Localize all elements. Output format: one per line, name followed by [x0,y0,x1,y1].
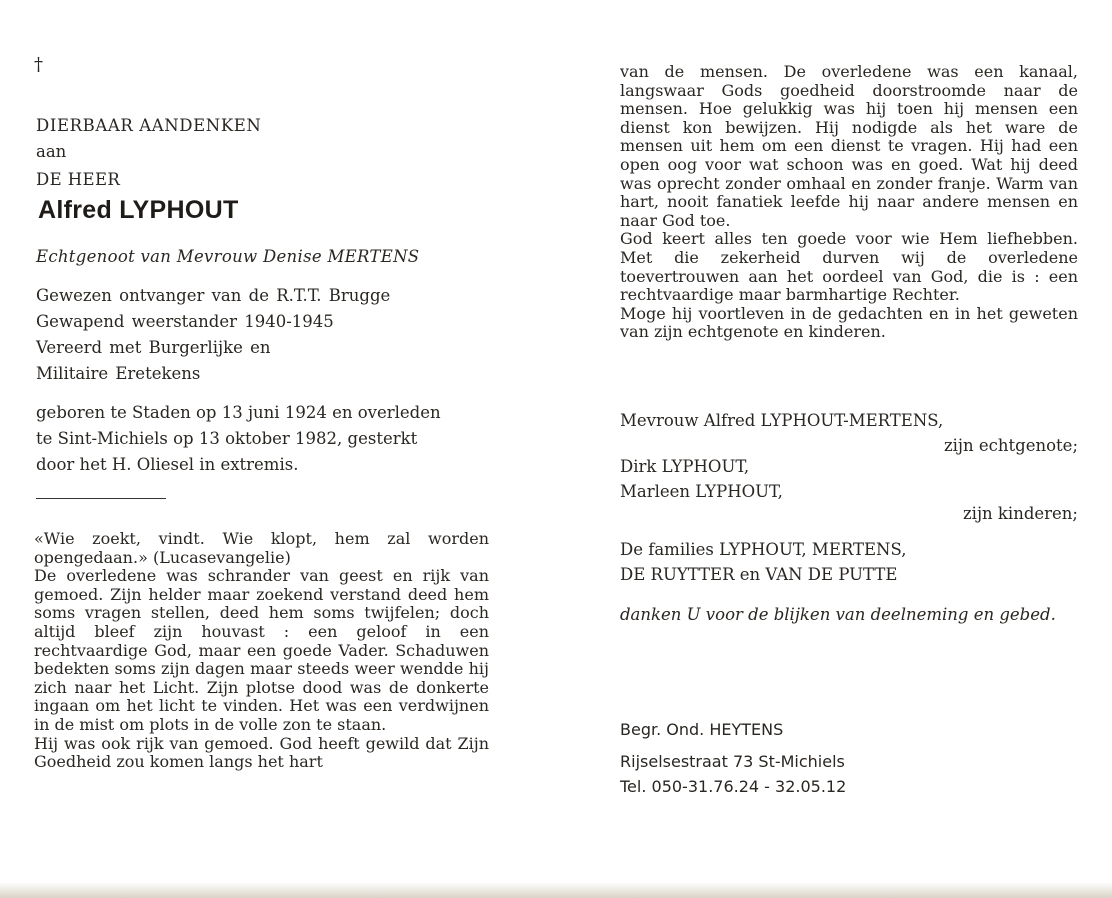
bio-line: Gewezen ontvanger van de R.T.T. Brugge [36,286,391,305]
bio-line: Militaire Eretekens [36,364,201,383]
bio-line: Gewapend weerstander 1940-1945 [36,312,334,331]
child-name: Dirk LYPHOUT, [620,457,750,476]
aan-label: aan [36,142,67,161]
card-edge-shadow [0,882,1112,898]
birth-death-line: te Sint-Michiels op 13 oktober 1982, gesterkt [36,429,418,448]
bio-line: Vereerd met Burgerlijke en [36,338,271,357]
deceased-name: Alfred LYPHOUT [38,196,239,224]
undertaker-name: Begr. Ond. HEYTENS [620,720,784,739]
families-line: DE RUYTTER en VAN DE PUTTE [620,565,898,584]
widow-role: zijn echtgenote; [943,436,1078,455]
children-role: zijn kinderen; [962,504,1078,523]
widow-name: Mevrouw Alfred LYPHOUT-MERTENS, [620,411,944,430]
undertaker-phone: Tel. 050-31.76.24 - 32.05.12 [620,777,847,796]
card-title: DIERBAAR AANDENKEN [36,116,262,135]
divider-line [36,498,166,499]
left-paragraph: «Wie zoekt, vindt. Wie klopt, hem zal worden opengedaan.» (Lucasevangelie) De overledene was schrander van geest en rijk van gemoed. Zijn helder maar zoekend verstand deed hem soms vragen stellen, deed hem soms twijfelen; doch altijd bleef zijn houvast : een geloof in een rechtvaardige God, maar een goede Vader. Schaduwen bedekten soms zijn dagen maar steeds weer wendde hij zich naar het Licht. Zijn plotse dood was de donkerte ingaan om het licht te vinden. Het was een verdwijnen in de mist om plots in de volle zon te staan. Hij was ook rijk van gemoed. God heeft gewild dat Zijn Goedheid zou komen langs het hart [34,529,489,772]
cross-icon: † [34,54,43,75]
undertaker-address: Rijselsestraat 73 St-Michiels [620,752,845,771]
birth-death-line: geboren te Staden op 13 juni 1924 en overleden [36,403,441,422]
thanks-text: danken U voor de blijken van deelneming en gebed. [620,605,1056,624]
spouse-line: Echtgenoot van Mevrouw Denise MERTENS [36,247,420,266]
families-line: De families LYPHOUT, MERTENS, [620,540,907,559]
child-name: Marleen LYPHOUT, [620,482,783,501]
birth-death-line: door het H. Oliesel in extremis. [36,455,299,474]
right-paragraph: van de mensen. De overledene was een kanaal, langswaar Gods goedheid doorstroomde naar de mensen. Hoe gelukkig was hij toen hij mensen een dienst kon bewijzen. Hij nodigde als het ware de mensen uit hem om een dienst te vragen. Hij had een open oog voor wat schoon was en goed. Wat hij deed was oprecht zonder omhaal en zonder franje. Warm van hart, nooit fanatiek leefde hij naar andere mensen en naar God toe. God keert alles ten goede voor wie Hem liefhebben. Met die zekerheid durven wij de overledene toevertrouwen aan het oordeel van God, die is : een rechtvaardige maar barmhartige Rechter. Moge hij voortleven in de gedachten en in het geweten van zijn echtgenote en kinderen. [620,62,1078,342]
de-heer-label: DE HEER [36,170,121,189]
